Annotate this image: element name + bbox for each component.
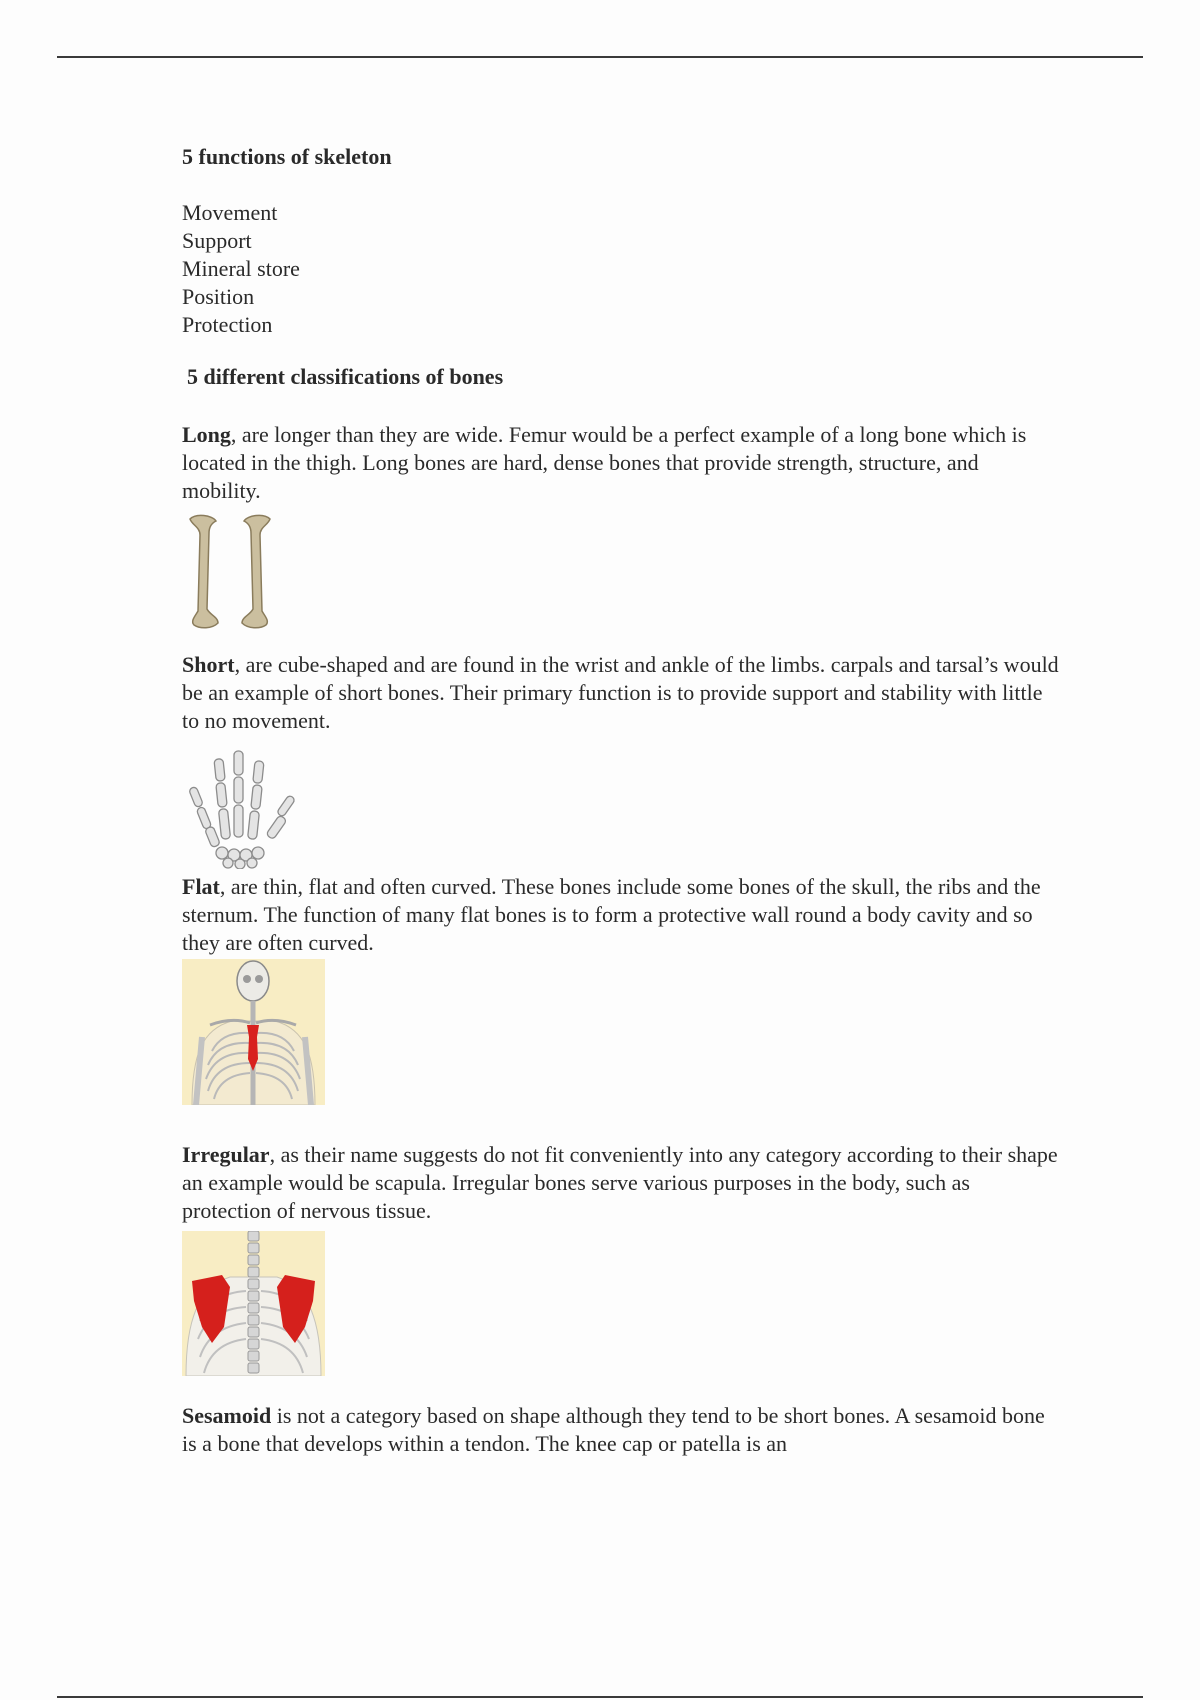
irregular-paragraph — [182, 1141, 1062, 1225]
list-item: Support — [182, 228, 252, 253]
ribcage-sternum-image — [182, 959, 325, 1105]
hand-bones-image — [182, 749, 310, 869]
list-item: Movement — [182, 200, 278, 225]
functions-heading: 5 functions of skeleton — [182, 144, 392, 169]
scapula-image — [182, 1231, 325, 1376]
sesamoid-paragraph — [182, 1402, 1062, 1458]
flat-text: , are thin, flat and often curved. These bones include some bones of the skull, the ribs and the sternum. The function of many flat bones is to form a protective wall round a body cavity and so they are often curved. — [182, 874, 1041, 955]
short-paragraph — [182, 651, 1062, 735]
document-body — [182, 143, 1062, 1458]
functions-list — [182, 199, 1062, 339]
list-item: Position — [182, 284, 255, 309]
long-term: Long — [182, 422, 231, 447]
bottom-rule — [57, 1696, 1143, 1698]
list-item: Protection — [182, 312, 273, 337]
femur-bones-image — [182, 513, 292, 631]
irregular-text: , as their name suggests do not fit conveniently into any category according to their shape an example would be scapula. Irregular bones serve various purposes in the body, such as protection of nervous tissue. — [182, 1142, 1058, 1223]
top-rule — [57, 56, 1143, 58]
list-item: Mineral store — [182, 256, 300, 281]
short-text: , are cube-shaped and are found in the wrist and ankle of the limbs. carpals and tarsal’s would be an example of short bones. Their primary function is to provide support and stability with little to no movement. — [182, 652, 1059, 733]
long-text: , are longer than they are wide. Femur would be a perfect example of a long bone which is located in the thigh. Long bones are hard, dense bones that provide strength, structure, and mobility. — [182, 422, 1027, 503]
flat-term: Flat — [182, 874, 220, 899]
classifications-heading: 5 different classifications of bones — [187, 364, 504, 389]
sesamoid-term: Sesamoid — [182, 1403, 272, 1428]
short-term: Short — [182, 652, 235, 677]
long-paragraph — [182, 421, 1062, 505]
flat-paragraph — [182, 873, 1062, 957]
sesamoid-text: is not a category based on shape although they tend to be short bones. A sesamoid bone is a bone that develops within a tendon. The knee cap or patella is an — [182, 1403, 1045, 1456]
irregular-term: Irregular — [182, 1142, 270, 1167]
